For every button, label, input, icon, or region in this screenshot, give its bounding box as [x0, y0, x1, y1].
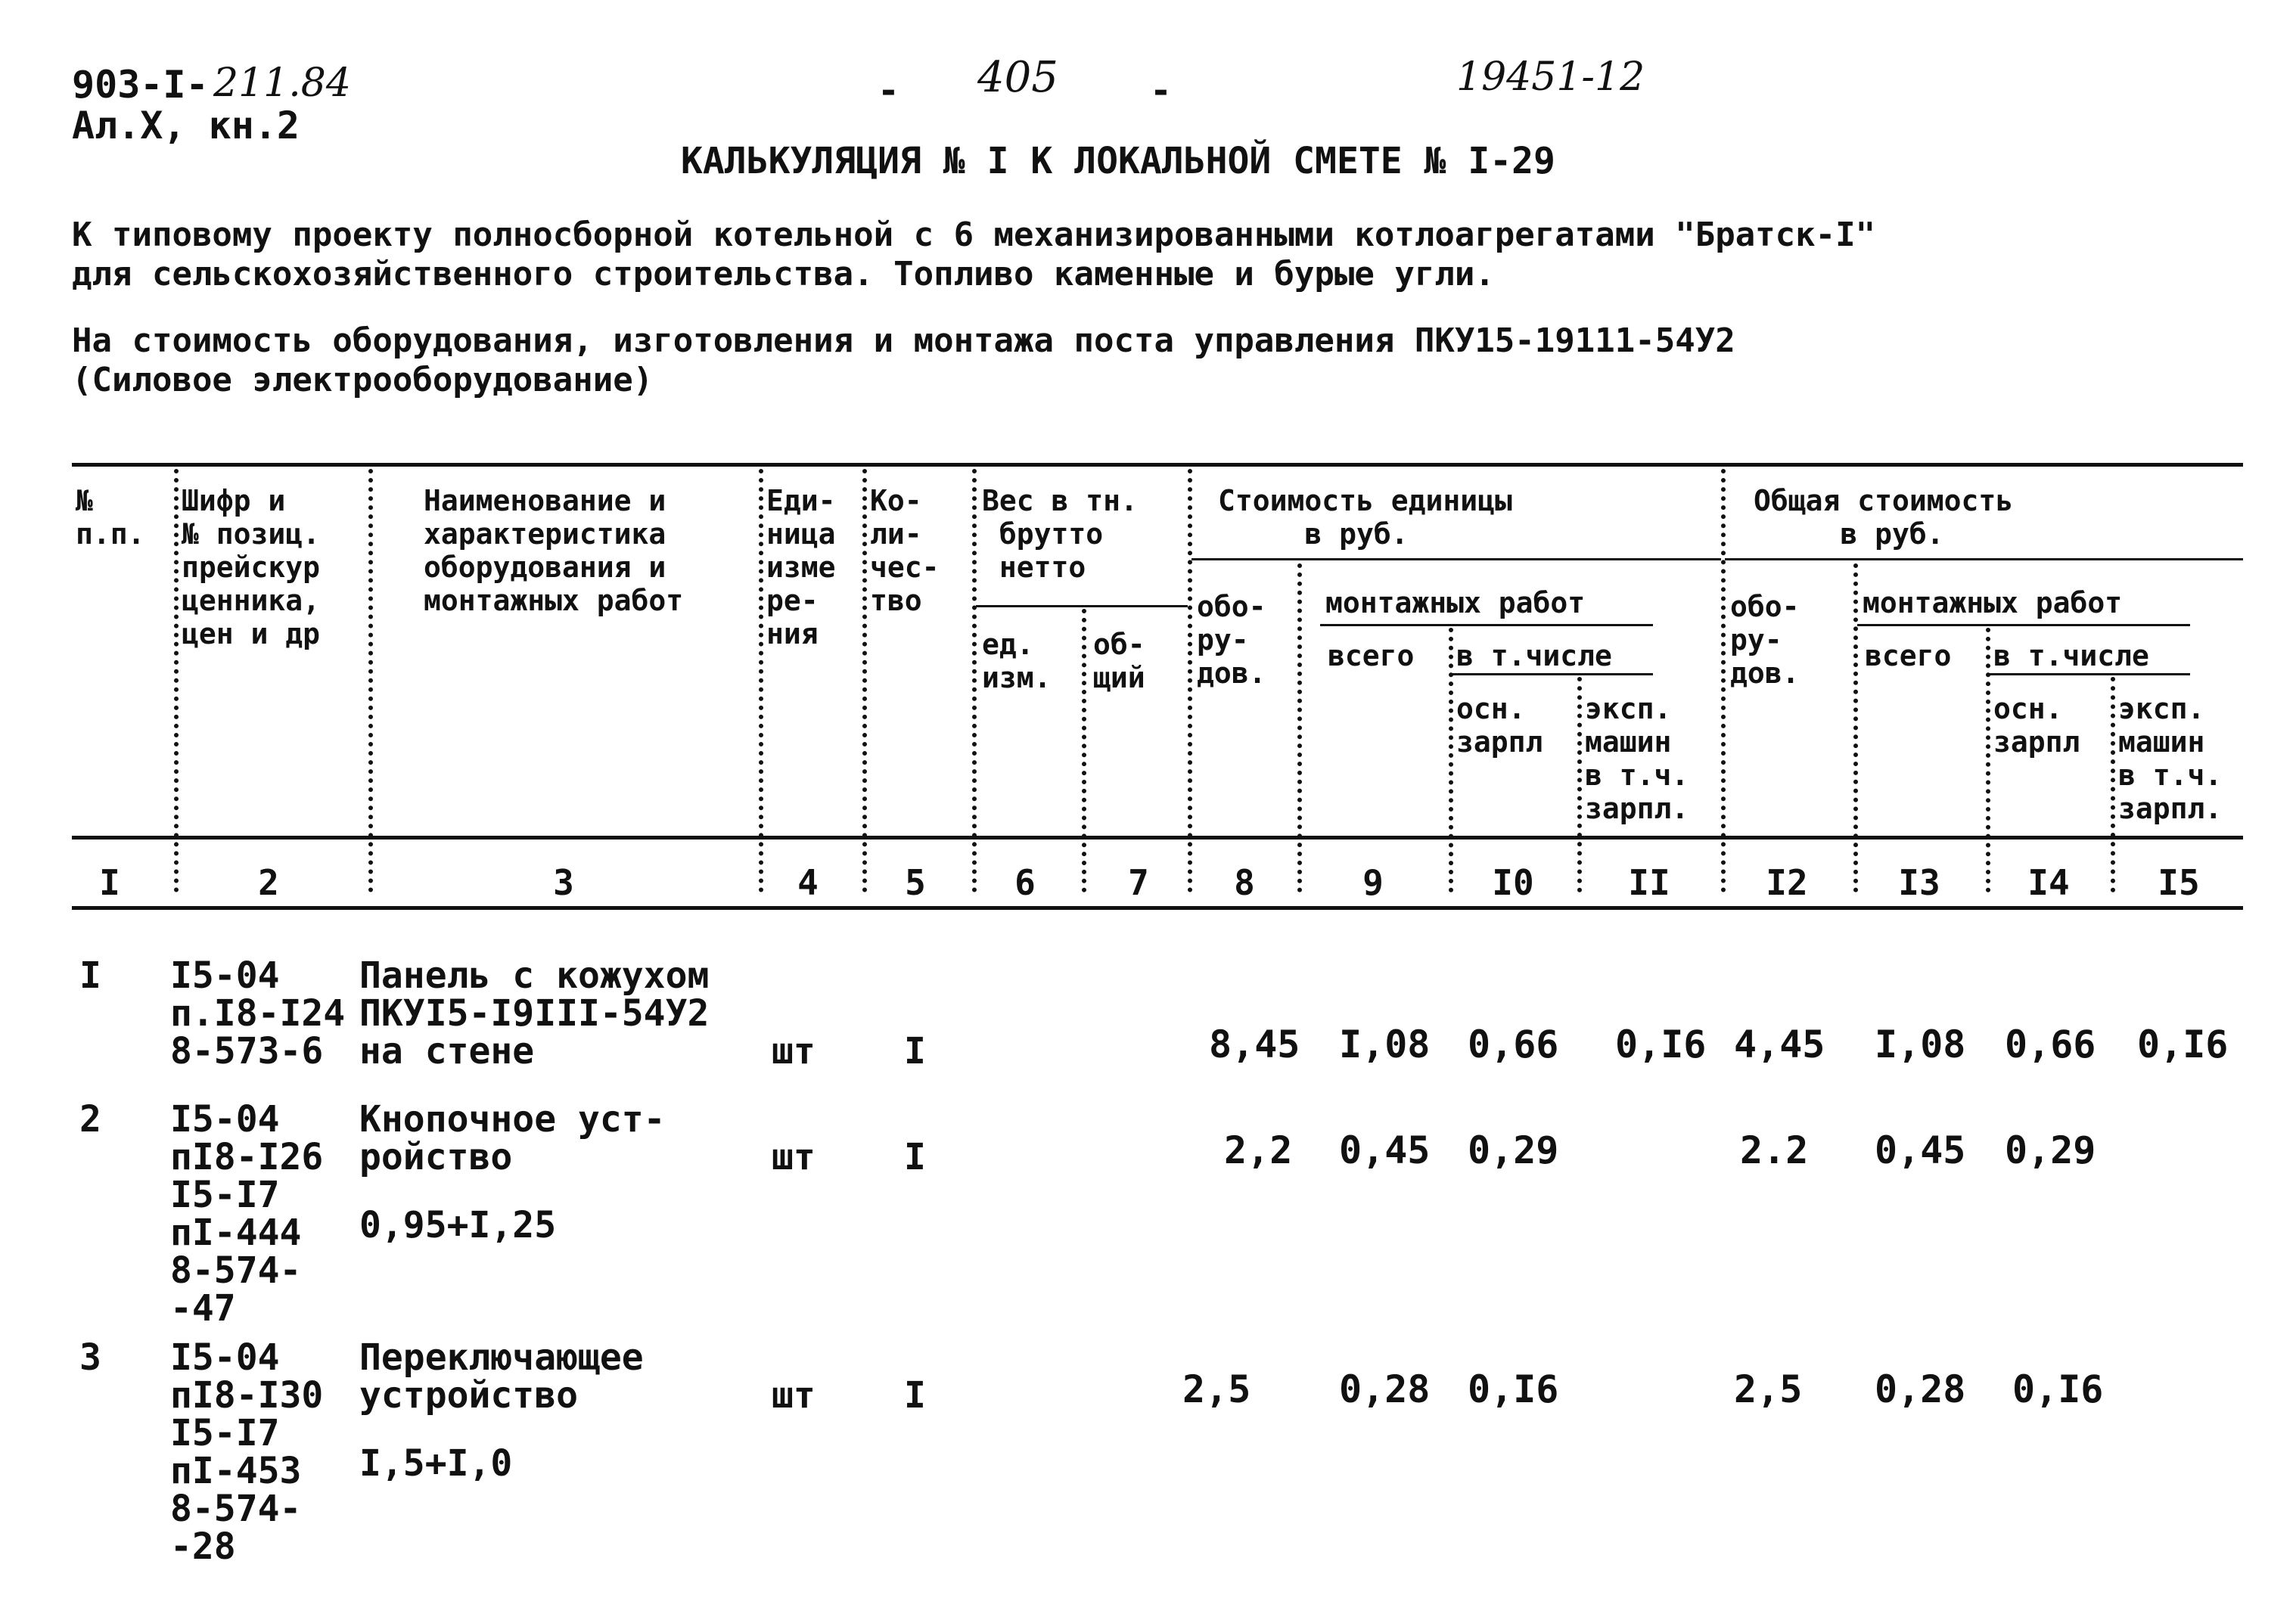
col-sep-7: [1188, 469, 1192, 892]
column-number: 4: [797, 862, 819, 903]
item-name: Панель с кожухом ПКУI5-I9III-54У2 на стене: [359, 954, 710, 1072]
header-total-machines: эксп. машин в т.ч. зарпл.: [2118, 692, 2223, 825]
unit-mounting-total: 0,28: [1339, 1367, 1431, 1411]
document-title: КАЛЬКУЛЯЦИЯ № I К ЛОКАЛЬНОЙ СМЕТЕ № I-29: [681, 140, 1555, 182]
purpose-line-1: На стоимость оборудования, изготовления и монтажа поста управления ПКУ15-19111-54У2: [72, 321, 1735, 360]
unit-cost-group-rule: [1191, 558, 1721, 560]
header-unit-wage: осн. зарпл: [1456, 692, 1543, 759]
purpose-line-2: (Силовое электрооборудование): [72, 361, 654, 399]
page-number: 405: [977, 53, 1058, 102]
unit-mounting-total: 0,45: [1339, 1128, 1431, 1172]
total-wage: 0,29: [2005, 1128, 2096, 1172]
page-dash-left: -: [878, 70, 899, 112]
header-weight: Вес в тн. брутто нетто: [982, 484, 1138, 584]
header-code: Шифр и № позиц. прейскур ценника, цен и др: [182, 484, 321, 650]
unit: шт: [772, 1374, 816, 1417]
column-number: 7: [1128, 862, 1149, 903]
col-sep-1: [174, 469, 179, 892]
col-sep-6: [1082, 609, 1086, 892]
header-unit-cost: Стоимость единицы в руб.: [1218, 484, 1512, 551]
col-sep-13: [1986, 628, 1990, 892]
quantity: I: [904, 1374, 926, 1417]
header-unit-mounting: монтажных работ: [1325, 586, 1586, 619]
column-number: 2: [258, 862, 279, 903]
price-code: I5-04 п.I8-I24 8-573-6: [170, 954, 346, 1072]
total-equipment-cost: 2.2: [1740, 1128, 1809, 1172]
total-mount-rule: [1857, 624, 2190, 626]
page-dash-right: -: [1150, 70, 1172, 112]
header-quantity: Ко- ли- чес- тво: [870, 484, 940, 617]
header-unit-machines: эксп. машин в т.ч. зарпл.: [1585, 692, 1689, 825]
header-weight-unit: ед. изм.: [982, 628, 1052, 694]
column-number: I2: [1766, 862, 1808, 903]
header-unit-including: в т.числе: [1456, 639, 1612, 672]
total-cost-group-rule: [1725, 558, 2243, 560]
item-note: 0,95+I,25: [359, 1204, 557, 1246]
unit: шт: [772, 1030, 816, 1072]
unit-machines: 0,I6: [1615, 1023, 1707, 1066]
column-number: 3: [553, 862, 574, 903]
item-name: Переключающее устройство: [359, 1336, 644, 1417]
unit-equipment-cost: 2,5: [1182, 1367, 1251, 1411]
col-sep-12: [1853, 563, 1858, 892]
row-number: I: [79, 954, 101, 997]
unit-wage: 0,66: [1468, 1023, 1559, 1066]
column-number: 9: [1362, 862, 1384, 903]
column-number: I: [99, 862, 120, 903]
header-total-wage: осн. зарпл: [1993, 692, 2080, 759]
total-wage: 0,I6: [2012, 1367, 2104, 1411]
col-sep-10: [1577, 677, 1582, 892]
purpose-description: [72, 321, 1735, 400]
total-mounting-total: 0,28: [1875, 1367, 1966, 1411]
table-top-rule: [72, 463, 2243, 467]
unit-mount-rule: [1320, 624, 1653, 626]
row-number: 2: [79, 1098, 101, 1141]
project-line-1: К типовому проекту полносборной котельной с 6 механизированными котлоагрегатами "Братск-I": [72, 216, 1876, 254]
unit-wage: 0,I6: [1468, 1367, 1559, 1411]
row-number: 3: [79, 1336, 101, 1379]
header-unit: Еди- ница изме ре- ния: [766, 484, 836, 650]
header-total-including: в т.числе: [1993, 639, 2149, 672]
column-number: I0: [1492, 862, 1534, 903]
unit-incl-rule: [1452, 673, 1653, 675]
header-total-cost: Общая стоимость в руб.: [1754, 484, 2014, 551]
total-incl-rule: [1990, 673, 2190, 675]
column-number: 5: [905, 862, 926, 903]
header-total-mounting-total: всего: [1865, 639, 1952, 672]
col-sep-4: [862, 469, 867, 892]
header-row-number: № п.п.: [76, 484, 145, 551]
table-header-rule: [72, 836, 2243, 840]
unit-equipment-cost: 2,2: [1224, 1128, 1293, 1172]
total-equipment-cost: 2,5: [1734, 1367, 1803, 1411]
weight-group-rule: [976, 605, 1188, 607]
document-code-prefix: 903-I-: [72, 63, 209, 107]
unit: шт: [772, 1136, 816, 1178]
column-number: 8: [1234, 862, 1255, 903]
header-total-equipment: обо- ру- дов.: [1730, 590, 1800, 690]
header-name: Наименование и характеристика оборудования и монтажных работ: [424, 484, 684, 617]
col-sep-9: [1449, 628, 1453, 892]
col-sep-8: [1297, 563, 1302, 892]
price-code: I5-04 пI8-I26 I5-I7 пI-444 8-574- -47: [170, 1098, 324, 1330]
header-total-mounting: монтажных работ: [1863, 586, 2123, 619]
item-note: I,5+I,0: [359, 1442, 513, 1485]
quantity: I: [904, 1030, 926, 1072]
col-sep-2: [368, 469, 373, 892]
column-number: I5: [2158, 862, 2200, 903]
column-number: II: [1628, 862, 1670, 903]
unit-equipment-cost: 8,45: [1209, 1023, 1300, 1066]
header-weight-total: об- щий: [1093, 628, 1145, 694]
header-unit-mounting-total: всего: [1328, 639, 1415, 672]
column-number: I3: [1898, 862, 1940, 903]
item-name: Кнопочное уст- ройство: [359, 1098, 666, 1178]
quantity: I: [904, 1136, 926, 1178]
total-mounting-total: I,08: [1875, 1023, 1966, 1066]
col-sep-14: [2111, 677, 2115, 892]
project-description: [72, 216, 1875, 294]
price-code: I5-04 пI8-I30 I5-I7 пI-453 8-574- -28: [170, 1336, 324, 1568]
column-number: 6: [1014, 862, 1036, 903]
album-book: Ал.Х, кн.2: [72, 104, 300, 147]
column-number: I4: [2027, 862, 2070, 903]
total-machines: 0,I6: [2137, 1023, 2229, 1066]
col-sep-3: [759, 469, 763, 892]
unit-wage: 0,29: [1468, 1128, 1559, 1172]
unit-mounting-total: I,08: [1339, 1023, 1431, 1066]
handwritten-code: 211.84: [213, 61, 351, 106]
header-unit-equipment: обо- ру- дов.: [1197, 590, 1266, 690]
reference-number: 19451-12: [1456, 54, 1645, 100]
col-sep-11: [1721, 469, 1726, 892]
table-colnum-rule: [72, 906, 2243, 910]
total-mounting-total: 0,45: [1875, 1128, 1966, 1172]
col-sep-5: [972, 469, 977, 892]
total-wage: 0,66: [2005, 1023, 2096, 1066]
total-equipment-cost: 4,45: [1734, 1023, 1825, 1066]
project-line-2: для сельскохозяйственного строительства. Топливо каменные и бурые угли.: [72, 255, 1495, 293]
